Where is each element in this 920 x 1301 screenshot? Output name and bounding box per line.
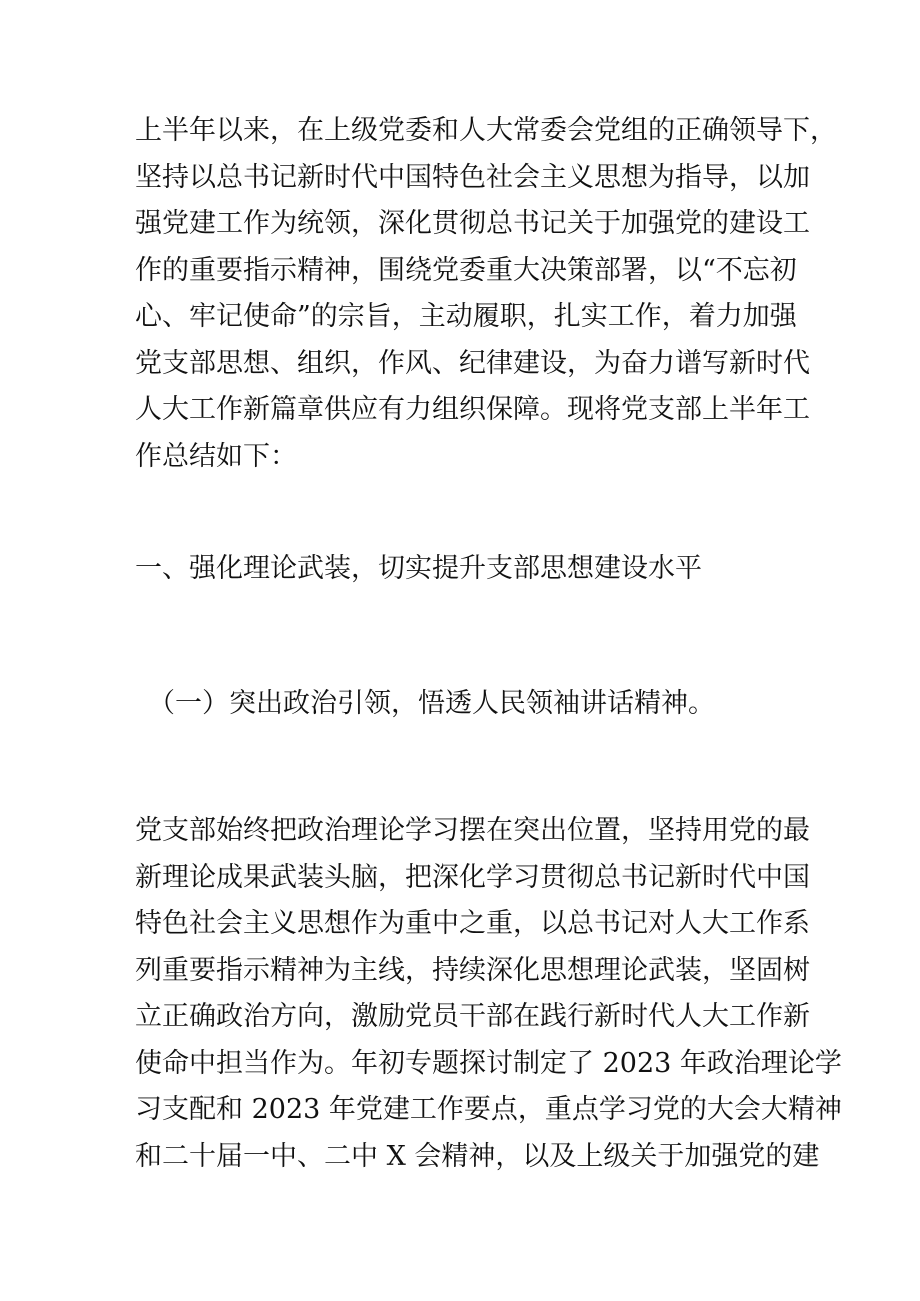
paragraph-line: 党支部始终把政治理论学习摆在突出位置，坚持用党的最 bbox=[135, 815, 810, 846]
paragraph-line: 党支部思想、组织，作风、纪律建设，为奋力谱写新时代 bbox=[135, 347, 810, 379]
paragraph-line: 列重要指示精神为主线，持续深化思想理论武装，坚固树 bbox=[135, 954, 810, 986]
paragraph-line: 作的重要指示精神，围绕党委重大决策部署，以“不忘初 bbox=[135, 254, 797, 286]
paragraph-line: 立正确政治方向，激励党员干部在践行新时代人大工作新 bbox=[135, 1001, 810, 1032]
intro-paragraph bbox=[135, 108, 837, 480]
paragraph-line: 强党建工作为统领，深化贯彻总书记关于加强党的建设工 bbox=[135, 208, 810, 239]
paragraph-line: 新理论成果武装头脑，把深化学习贯彻总书记新时代中国 bbox=[135, 861, 810, 893]
paragraph-line: 人大工作新篇章供应有力组织保障。现将党支部上半年工 bbox=[135, 394, 810, 425]
paragraph-line: 和二十届一中、二中 X 会精神，以及上级关于加强党的建 bbox=[135, 1140, 820, 1172]
paragraph-line: 作总结如下： bbox=[135, 440, 297, 472]
body-paragraph bbox=[135, 808, 842, 1180]
section-heading-text: 一、强化理论武装，切实提升支部思想建设水平 bbox=[135, 553, 702, 584]
paragraph-line: 习支配和 2023 年党建工作要点，重点学习党的大会大精神 bbox=[135, 1094, 842, 1125]
paragraph-line: 心、牢记使命”的宗旨，主动履职，扎实工作，着力加强 bbox=[135, 301, 797, 332]
subsection-heading-text: （一）突出政治引领，悟透人民领袖讲话精神。 bbox=[148, 688, 715, 719]
paragraph-line: 使命中担当作为。年初专题探讨制定了 2023 年政治理论学 bbox=[135, 1047, 842, 1079]
paragraph-line: 上半年以来，在上级党委和人大常委会党组的正确领导下， bbox=[135, 115, 837, 146]
paragraph-line: 坚持以总书记新时代中国特色社会主义思想为指导，以加 bbox=[135, 161, 810, 193]
paragraph-line: 特色社会主义思想作为重中之重，以总书记对人大工作系 bbox=[135, 908, 810, 939]
subsection-heading bbox=[148, 681, 820, 728]
section-heading bbox=[135, 546, 807, 593]
